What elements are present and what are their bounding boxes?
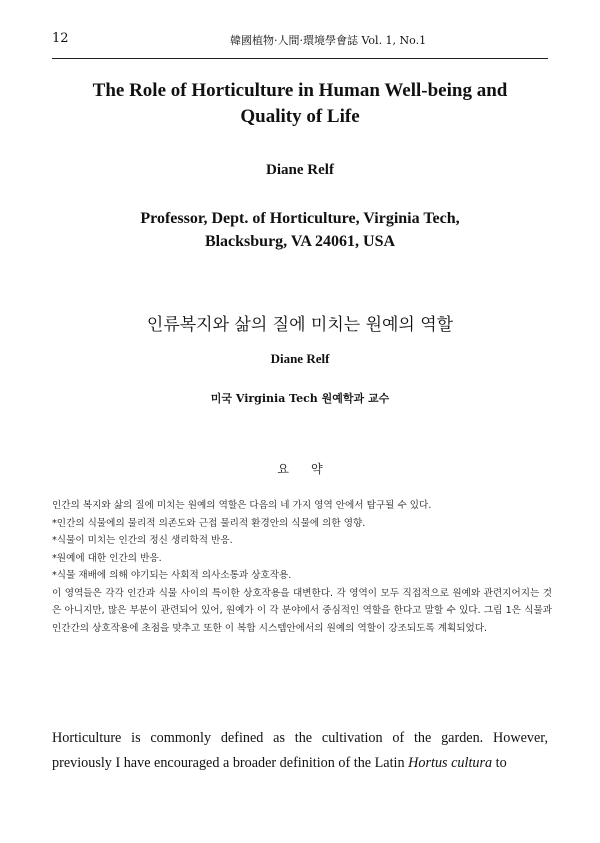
abstract-paragraph: 인간의 복지와 삶의 질에 미치는 원예의 역할은 다음의 네 가지 영역 안에서 탐구될 수 있다.	[52, 500, 432, 511]
title-line-1: The Role of Horticulture in Human Well-being and	[92, 80, 508, 101]
body-text-italic: Hortus cultura	[408, 755, 493, 771]
body-text-part-2: to	[492, 755, 507, 771]
body-text-part-1: Horticulture is commonly defined as the cultivation of the garden. However, previously I have encouraged a broader definition of the Latin	[52, 730, 548, 771]
body-paragraph	[52, 726, 548, 776]
abstract-paragraph: 이 영역들은 각각 인간과 식물 사이의 특이한 상호작용을 대변한다. 각 영역이 모두 직접적으로 원예와 관련지어지는 것은 아니지만, 많은 부분이 관련되어 있어, 원예가 이 각 분야에서 중심적인 역할을 한다고 말할 수 있다. 그림 1은 식물과 인간간의 상호작용에 초점을 맞추고 또한 이 복합 시스템안에서의 원예의 역할이 강조되도록 계획되었다.	[52, 587, 552, 634]
abstract-paragraph: *원예에 대한 인간의 반응.	[52, 552, 162, 564]
page-number: 12	[52, 31, 69, 46]
abstract-heading: 요약	[277, 462, 345, 476]
running-head: 韓國植物·人間·環境學會誌 Vol. 1, No.1	[230, 34, 427, 47]
affiliation-english	[60, 207, 540, 253]
author-name-korean-section: Diane Relf	[270, 351, 330, 366]
affiliation-line-2: Blacksburg, VA 24061, USA	[204, 233, 396, 250]
abstract-paragraph: *식물 재배에 의해 야기되는 사회적 의사소통과 상호작용.	[52, 570, 292, 581]
paper-title-korean: 인류복지와 삶의 질에 미치는 원예의 역할	[146, 315, 454, 335]
header-rule	[52, 58, 548, 59]
affiliation-line-1: Professor, Dept. of Horticulture, Virginia Tech,	[140, 210, 460, 227]
paper-title-english	[40, 78, 560, 130]
abstract-paragraph: *식물이 미치는 인간의 정신 생리학적 반응.	[52, 535, 233, 546]
abstract-paragraph: *인간의 식물에의 물리적 의존도와 근접 물리적 환경안의 식물에 의한 영향.	[52, 517, 366, 529]
title-line-2: Quality of Life	[240, 106, 360, 127]
affiliation-korean: 미국 Virginia Tech 원예학과 교수	[210, 392, 390, 405]
author-name-english: Diane Relf	[266, 162, 334, 178]
body-text	[52, 726, 548, 776]
abstract-body	[52, 497, 552, 637]
